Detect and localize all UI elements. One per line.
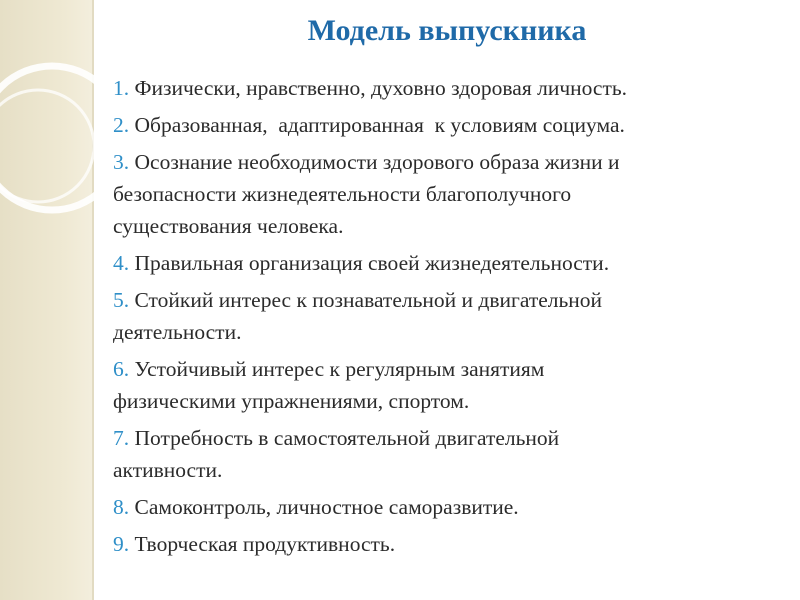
list-item <box>113 146 783 242</box>
list-item <box>113 109 783 141</box>
list-item <box>113 247 783 279</box>
item-number: 6. <box>113 357 130 381</box>
list-item <box>113 528 783 560</box>
item-text: Образованная, адаптированная к условиям социума. <box>129 113 625 137</box>
list-item <box>113 353 783 417</box>
item-number: 3. <box>113 150 130 174</box>
item-text: Потребность в самостоятельной двигательной активности. <box>113 426 560 482</box>
list-item <box>113 284 783 348</box>
item-text: Стойкий интерес к познавательной и двигательной деятельности. <box>113 288 603 344</box>
item-number: 5. <box>113 288 130 312</box>
item-text: Устойчивый интерес к регулярным занятиям физическими упражнениями, спортом. <box>113 357 545 413</box>
item-number: 7. <box>113 426 130 450</box>
list-item <box>113 72 783 104</box>
graduate-model-list <box>113 72 783 565</box>
item-number: 8. <box>113 495 130 519</box>
slide-title: Модель выпускника <box>307 14 587 47</box>
list-item <box>113 422 783 486</box>
item-text: Осознание необходимости здорового образа жизни и безопасности жизнедеятельности благополучного существования человека. <box>113 150 620 238</box>
item-text: Физически, нравственно, духовно здоровая личность. <box>129 76 628 100</box>
item-number: 1. <box>113 76 130 100</box>
item-text: Самоконтроль, личностное саморазвитие. <box>129 495 519 519</box>
item-number: 2. <box>113 113 130 137</box>
list-item <box>113 491 783 523</box>
item-text: Правильная организация своей жизнедеятельности. <box>129 251 610 275</box>
item-text: Творческая продуктивность. <box>129 532 396 556</box>
item-number: 4. <box>113 251 130 275</box>
item-number: 9. <box>113 532 130 556</box>
